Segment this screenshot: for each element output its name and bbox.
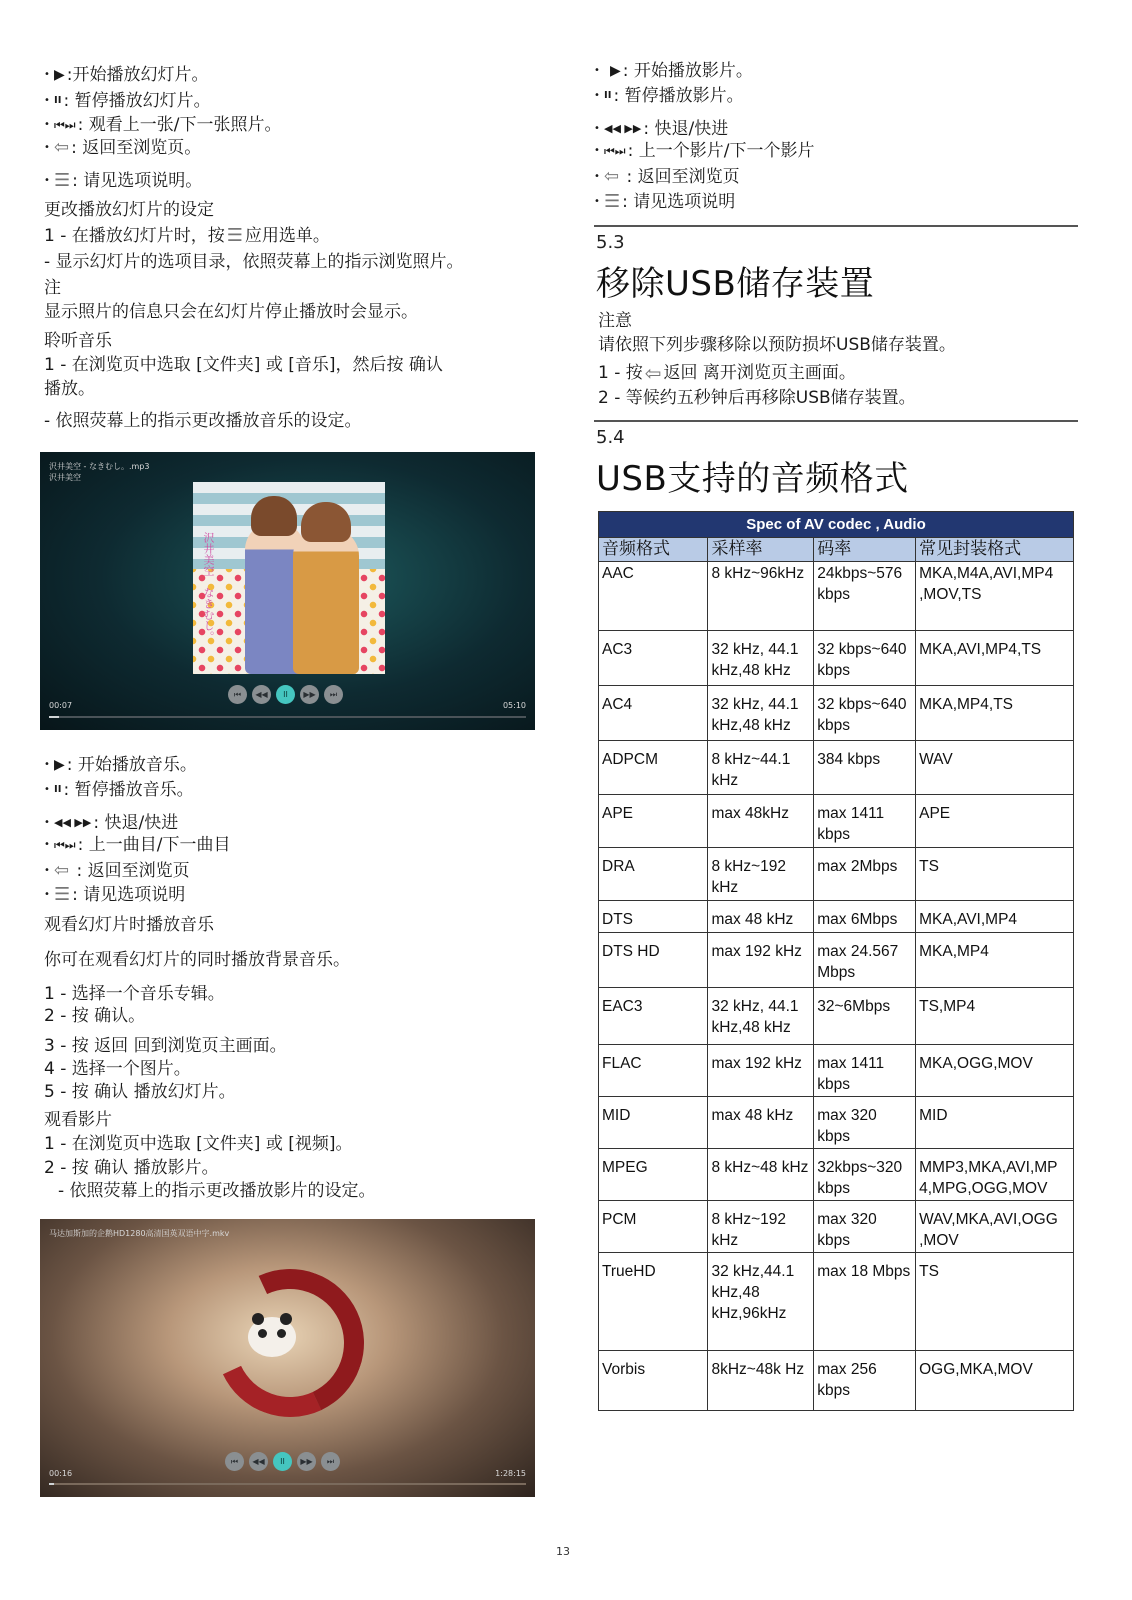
table-cell: max 18 Mbps [814, 1253, 916, 1351]
table-cell: OGG,MKA,MOV [916, 1351, 1074, 1411]
fast-forward-button[interactable]: ▶▶ [300, 685, 319, 704]
table-cell: 8 kHz~48 kHz [708, 1149, 814, 1201]
music-heading: 聆听音乐 [44, 331, 112, 351]
remove-step1: 1 - 按 ⇦ 返回 离开浏览页主画面。 [598, 361, 856, 385]
panda-ear-right [280, 1313, 292, 1325]
list-item: • ▶ : 开始播放音乐。 [44, 755, 197, 775]
note-text: 显示照片的信息只会在幻灯片停止播放时会显示。 [44, 302, 418, 322]
table-cell: MKA,AVI,MP4 [916, 901, 1074, 933]
table-row [599, 988, 1074, 1045]
list-item: • ☰ : 请见选项说明。 [44, 170, 203, 191]
section-title: USB支持的音频格式 [596, 459, 909, 499]
page-number: 13 [556, 1545, 570, 1558]
skip-next-button[interactable]: ⏭ [324, 685, 343, 704]
music-step2: - 依照荧幕上的指示更改播放音乐的设定。 [44, 411, 362, 431]
video-filename: 马达加斯加的企鹅HD1280高清国英双语中字.mkv [49, 1229, 230, 1238]
section-title: 移除USB储存装置 [596, 264, 875, 304]
table-cell: MID [916, 1097, 1074, 1149]
table-cell: MKA,M4A,AVI,MP4 ,MOV,TS [916, 562, 1074, 631]
table-header: 码率 [814, 538, 916, 562]
table-header-row [599, 538, 1074, 562]
table-cell: MKA,MP4,TS [916, 686, 1074, 741]
total-time: 1:28:15 [495, 1469, 526, 1478]
pause-icon: II [54, 784, 62, 795]
table-cell: Vorbis [599, 1351, 708, 1411]
list-item: • ⏮⏭ : 观看上一张/下一张照片。 [44, 115, 282, 135]
table-cell: WAV [916, 741, 1074, 795]
table-cell: 8 kHz~44.1 kHz [708, 741, 814, 795]
music-filename: 沢井美空 - なきむし。.mp3 [49, 462, 150, 471]
video-progress-bar[interactable] [49, 1483, 526, 1485]
video-step2: 2 - 按 确认 播放影片。 [44, 1158, 219, 1178]
panda-ear-left [252, 1313, 264, 1325]
list-item: • ◀◀ ▶▶ : 快退/快进 [594, 119, 729, 139]
table-cell: 32 kHz, 44.1 kHz,48 kHz [708, 988, 814, 1045]
slideshow-music-step: 2 - 按 确认。 [44, 1006, 146, 1026]
album-art [193, 482, 385, 674]
table-row [599, 1201, 1074, 1253]
video-player-controls [225, 1452, 340, 1471]
table-cell: 32 kHz,44.1 kHz,48 kHz,96kHz [708, 1253, 814, 1351]
table-cell: 32 kbps~640 kbps [814, 631, 916, 686]
pause-icon: II [604, 90, 612, 101]
pause-button[interactable]: II [273, 1452, 292, 1471]
back-arrow-icon: ⇦ [604, 166, 620, 187]
table-row [599, 795, 1074, 848]
table-row [599, 1253, 1074, 1351]
list-item: • ◀◀ ▶▶ : 快退/快进 [44, 813, 179, 833]
music-step1-cont: 播放。 [44, 379, 95, 399]
prev-next-icon: ⏮⏭ [54, 118, 76, 132]
list-item: • ☰ : 请见选项说明 [594, 191, 736, 212]
table-cell: MKA,OGG,MOV [916, 1045, 1074, 1097]
list-item: • ⏮⏭ : 上一曲目/下一曲目 [44, 835, 231, 855]
elapsed-time: 00:16 [49, 1469, 73, 1478]
table-row [599, 1097, 1074, 1149]
album-side-text: 沢井美空 なきむし。 [202, 532, 215, 642]
table-header: 常见封装格式 [916, 538, 1074, 562]
skip-next-button[interactable]: ⏭ [321, 1452, 340, 1471]
character-right [293, 528, 359, 674]
table-row [599, 1045, 1074, 1097]
note-label: 注意 [598, 311, 632, 331]
list-item: • ⇦ : 返回至浏览页 [594, 166, 740, 187]
section-divider [594, 420, 1078, 422]
table-cell: TS,MP4 [916, 988, 1074, 1045]
table-cell: MID [599, 1097, 708, 1149]
table-cell: AC3 [599, 631, 708, 686]
options-icon: ☰ [54, 170, 71, 191]
table-body [599, 562, 1074, 1411]
prev-next-icon: ⏮⏭ [604, 144, 626, 158]
table-row [599, 933, 1074, 988]
note-text: 请依照下列步骤移除以预防损坏USB储存装置。 [598, 335, 956, 355]
table-cell: TrueHD [599, 1253, 708, 1351]
table-header: 采样率 [708, 538, 814, 562]
list-item: • ▶ : 开始播放影片。 [594, 61, 753, 81]
table-cell: DTS [599, 901, 708, 933]
rewind-button[interactable]: ◀◀ [249, 1452, 268, 1471]
play-icon: ▶ [54, 757, 65, 773]
table-row [599, 1351, 1074, 1411]
play-icon: ▶ [610, 63, 621, 79]
slideshow-music-step: 1 - 选择一个音乐专辑。 [44, 984, 225, 1004]
table-cell: 24kbps~576 kbps [814, 562, 916, 631]
video-step3: - 依照荧幕上的指示更改播放影片的设定。 [58, 1181, 376, 1201]
table-cell: max 192 kHz [708, 933, 814, 988]
remove-step2: 2 - 等候约五秒钟后再移除USB储存装置。 [598, 388, 916, 408]
panda-eye-right [277, 1329, 286, 1338]
table-cell: WAV,MKA,AVI,OGG ,MOV [916, 1201, 1074, 1253]
options-icon: ☰ [226, 225, 243, 246]
table-cell: MPEG [599, 1149, 708, 1201]
video-step1: 1 - 在浏览页中选取 [文件夹] 或 [视频]。 [44, 1134, 353, 1154]
table-cell: 8kHz~48k Hz [708, 1351, 814, 1411]
table-cell: AC4 [599, 686, 708, 741]
video-progress-fill [49, 1483, 54, 1485]
table-cell: APE [916, 795, 1074, 848]
back-arrow-icon: ⇦ [644, 361, 662, 385]
list-item: • II : 暂停播放影片。 [594, 86, 744, 106]
section-number: 5.3 [596, 232, 625, 253]
table-caption: Spec of AV codec , Audio [599, 512, 1074, 538]
back-arrow-icon: ⇦ [54, 137, 70, 158]
pause-icon: II [54, 95, 62, 106]
audio-codec-table [598, 511, 1074, 1411]
music-artist: 沢井美空 [49, 473, 81, 482]
table-cell: max 320 kbps [814, 1201, 916, 1253]
table-row [599, 901, 1074, 933]
music-progress-fill [49, 716, 59, 718]
rewind-button[interactable]: ◀◀ [252, 685, 271, 704]
music-player-controls [228, 685, 343, 704]
slideshow-music-step: 4 - 选择一个图片。 [44, 1059, 191, 1079]
table-cell: 32 kHz, 44.1 kHz,48 kHz [708, 631, 814, 686]
table-cell: max 48 kHz [708, 901, 814, 933]
options-icon: ☰ [604, 191, 621, 212]
list-item: • ⇦ : 返回至浏览页 [44, 860, 190, 881]
table-cell: 32kbps~320 kbps [814, 1149, 916, 1201]
table-row [599, 686, 1074, 741]
video-heading: 观看影片 [44, 1110, 112, 1130]
slideshow-music-heading: 观看幻灯片时播放音乐 [44, 915, 214, 935]
table-cell: max 6Mbps [814, 901, 916, 933]
section-number: 5.4 [596, 427, 625, 448]
skip-previous-button[interactable]: ⏮ [228, 685, 247, 704]
list-item: • ▶ :开始播放幻灯片。 [44, 65, 209, 85]
slideshow-settings-heading: 更改播放幻灯片的设定 [44, 200, 214, 220]
total-time: 05:10 [502, 701, 526, 710]
table-row [599, 631, 1074, 686]
table-cell: 8 kHz~192 kHz [708, 848, 814, 901]
list-item: • ⏮⏭ : 上一个影片/下一个影片 [594, 141, 815, 161]
table-row [599, 1149, 1074, 1201]
table-row [599, 562, 1074, 631]
character-left-hair [251, 496, 297, 536]
table-cell: ADPCM [599, 741, 708, 795]
table-cell: MMP3,MKA,AVI,MP 4,MPG,OGG,MOV [916, 1149, 1074, 1201]
play-icon: ▶ [54, 67, 65, 83]
pause-button[interactable]: II [276, 685, 295, 704]
list-item: • II : 暂停播放幻灯片。 [44, 91, 211, 111]
table-cell: max 24.567 Mbps [814, 933, 916, 988]
panda-eye-left [258, 1329, 267, 1338]
table-cell: max 1411 kbps [814, 795, 916, 848]
table-cell: max 320 kbps [814, 1097, 916, 1149]
slideshow-music-step: 3 - 按 返回 回到浏览页主画面。 [44, 1036, 287, 1056]
list-item: • ☰ : 请见选项说明 [44, 884, 186, 905]
table-cell: 32 kHz, 44.1 kHz,48 kHz [708, 686, 814, 741]
table-row [599, 848, 1074, 901]
table-cell: max 48kHz [708, 795, 814, 848]
prev-next-icon: ⏮⏭ [54, 838, 76, 852]
table-cell: TS [916, 1253, 1074, 1351]
fast-forward-button[interactable]: ▶▶ [297, 1452, 316, 1471]
options-icon: ☰ [54, 884, 71, 905]
table-cell: TS [916, 848, 1074, 901]
table-cell: max 192 kHz [708, 1045, 814, 1097]
character-right-hair [301, 502, 351, 542]
rewind-forward-icon: ◀◀ ▶▶ [54, 816, 92, 829]
rewind-forward-icon: ◀◀ ▶▶ [604, 122, 642, 135]
table-row [599, 741, 1074, 795]
slideshow-music-step: 5 - 按 确认 播放幻灯片。 [44, 1082, 236, 1102]
music-player-screenshot [40, 452, 535, 730]
table-cell: max 1411 kbps [814, 1045, 916, 1097]
list-item: • II : 暂停播放音乐。 [44, 780, 194, 800]
table-cell: DTS HD [599, 933, 708, 988]
list-item: • ⇦ : 返回至浏览页。 [44, 137, 202, 158]
back-arrow-icon: ⇦ [54, 860, 70, 881]
elapsed-time: 00:07 [49, 701, 73, 710]
table-cell: FLAC [599, 1045, 708, 1097]
music-step1: 1 - 在浏览页中选取 [文件夹] 或 [音乐]，然后按 确认 [44, 355, 443, 375]
table-cell: max 256 kbps [814, 1351, 916, 1411]
slideshow-settings-step1: 1 - 在播放幻灯片时，按 ☰ 应用选单。 [44, 225, 330, 246]
table-cell: APE [599, 795, 708, 848]
table-cell: PCM [599, 1201, 708, 1253]
table-cell: EAC3 [599, 988, 708, 1045]
table-cell: AAC [599, 562, 708, 631]
table-cell: 384 kbps [814, 741, 916, 795]
table-cell: 8 kHz~96kHz [708, 562, 814, 631]
table-cell: MKA,MP4 [916, 933, 1074, 988]
video-player-screenshot [40, 1219, 535, 1497]
music-progress-bar[interactable] [49, 716, 526, 718]
table-cell: DRA [599, 848, 708, 901]
table-cell: max 2Mbps [814, 848, 916, 901]
table-cell: 32~6Mbps [814, 988, 916, 1045]
note-label: 注 [44, 278, 61, 298]
slideshow-music-intro: 你可在观看幻灯片的同时播放背景音乐。 [44, 950, 350, 970]
skip-previous-button[interactable]: ⏮ [225, 1452, 244, 1471]
slideshow-settings-step2: - 显示幻灯片的选项目录，依照荧幕上的指示浏览照片。 [44, 252, 464, 272]
section-divider [594, 225, 1078, 227]
table-cell: 32 kbps~640 kbps [814, 686, 916, 741]
table-cell: MKA,AVI,MP4,TS [916, 631, 1074, 686]
table-cell: 8 kHz~192 kHz [708, 1201, 814, 1253]
table-cell: max 48 kHz [708, 1097, 814, 1149]
table-header: 音频格式 [599, 538, 708, 562]
